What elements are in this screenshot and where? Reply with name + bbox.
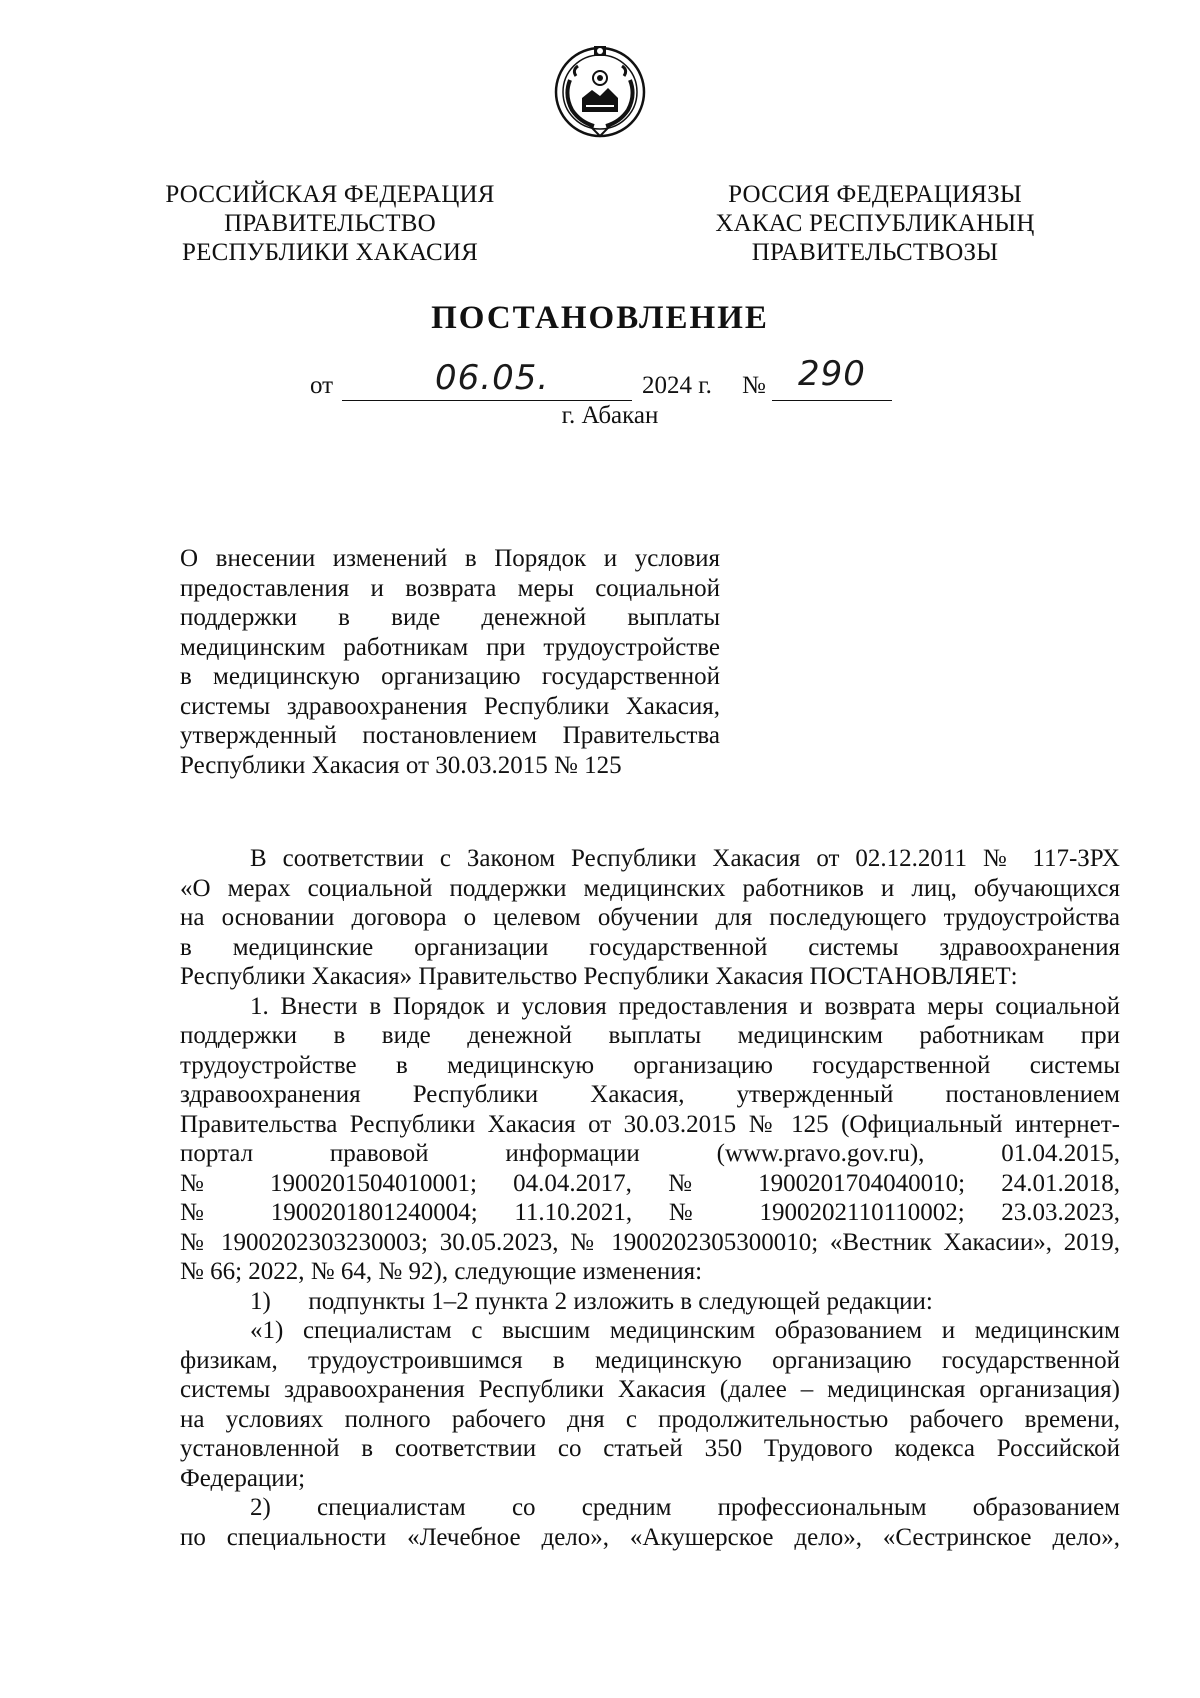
- number-underline: [772, 400, 892, 401]
- subject-line: предоставления и возврата меры социальной: [180, 574, 720, 602]
- header-russian: [145, 180, 515, 267]
- body-line: в медицинские организации государственной системы здравоохранения: [180, 933, 1120, 961]
- header-right-line: ХАКАС РЕСПУБЛИКАНЫҢ: [715, 210, 1035, 237]
- subject-line: О внесении изменений в Порядок и условия: [180, 545, 720, 572]
- subject-line: в медицинскую организацию государственной: [180, 663, 720, 690]
- handwritten-number: 290: [798, 354, 866, 394]
- body-line: «О мерах социальной поддержки медицинских работников и лиц, обучающихся: [180, 874, 1120, 902]
- body-line: поддержки в виде денежной выплаты медицинским работникам при: [180, 1022, 1120, 1049]
- header-khakas: [690, 180, 1060, 267]
- body-line: здравоохранения Республики Хакасия, утвержденный постановлением: [180, 1081, 1120, 1108]
- subject-line: утвержденный постановлением Правительства: [180, 722, 720, 749]
- body-line: установленной в соответствии со статьей 350 Трудового кодекса Российской: [180, 1435, 1120, 1462]
- body-line: системы здравоохранения Республики Хакасия (далее – медицинская организация): [180, 1376, 1120, 1403]
- body-line: № 1900201801240004; 11.10.2021, № 1900202110110002; 23.03.2023,: [180, 1199, 1120, 1226]
- subject-line: Республики Хакасия от 30.03.2015 № 125: [180, 751, 622, 779]
- body-line: № 1900202303230003; 30.05.2023, № 1900202305300010; «Вестник Хакасии», 2019,: [180, 1228, 1120, 1256]
- body-line: № 66; 2022, № 64, № 92), следующие изменения:: [180, 1258, 703, 1285]
- header-right-line: РОССИЯ ФЕДЕРАЦИЯЗЫ: [728, 181, 1022, 208]
- document-title: ПОСТАНОВЛЕНИЕ: [431, 300, 769, 336]
- body-line: на условиях полного рабочего дня с продолжительностью рабочего времени,: [180, 1405, 1120, 1433]
- header-left-line: ПРАВИТЕЛЬСТВО: [224, 210, 436, 237]
- body-line: на основании договора о целевом обучении для последующего трудоустройства: [180, 904, 1120, 931]
- body-line: Правительства Республики Хакасия от 30.03.2015 № 125 (Официальный интернет-: [180, 1110, 1120, 1138]
- body-line: физикам, трудоустроившимся в медицинскую организацию государственной: [180, 1346, 1120, 1374]
- body-line: 2) специалистам со средним профессиональным образованием: [250, 1494, 1120, 1521]
- body-line: № 1900201504010001; 04.04.2017, № 1900201704040010; 24.01.2018,: [180, 1169, 1120, 1197]
- subject-line: системы здравоохранения Республики Хакасия,: [180, 692, 720, 720]
- body-line: по специальности «Лечебное дело», «Акушерское дело», «Сестринское дело»,: [180, 1523, 1120, 1551]
- subject-line: медицинским работникам при трудоустройстве: [180, 633, 720, 661]
- document-body: [180, 844, 1120, 1552]
- from-label: от: [310, 372, 334, 399]
- body-line: 1. Внести в Порядок и условия предоставления и возврата меры социальной: [250, 992, 1120, 1020]
- body-line: Республики Хакасия» Правительство Республики Хакасия ПОСТАНОВЛЯЕТ:: [180, 963, 1018, 990]
- body-line: Федерации;: [180, 1464, 306, 1492]
- body-line: портал правовой информации (www.pravo.gov.ru), 01.04.2015,: [180, 1140, 1120, 1167]
- body-line: 1) подпункты 1–2 пункта 2 изложить в следующей редакции:: [250, 1287, 933, 1315]
- header-left-line: РЕСПУБЛИКИ ХАКАСИЯ: [182, 239, 478, 266]
- document-subject: [180, 544, 720, 780]
- number-label: №: [742, 372, 766, 399]
- body-line: В соответствии с Законом Республики Хакасия от 02.12.2011 № 117-ЗРХ: [250, 845, 1120, 872]
- city-name: г. Абакан: [561, 402, 659, 429]
- handwritten-date: 06.05.: [435, 358, 550, 398]
- year-label: 2024 г.: [642, 372, 712, 399]
- date-underline: [342, 400, 632, 401]
- header-left-line: РОССИЙСКАЯ ФЕДЕРАЦИЯ: [165, 181, 495, 208]
- date-number-line: [0, 354, 1200, 404]
- header-right-line: ПРАВИТЕЛЬСТВОЗЫ: [751, 239, 999, 266]
- body-line: трудоустройстве в медицинскую организацию государственной системы: [180, 1051, 1120, 1079]
- body-line: «1) специалистам с высшим медицинским образованием и медицинским: [250, 1317, 1120, 1344]
- subject-line: поддержки в виде денежной выплаты: [180, 604, 720, 631]
- coat-of-arms-emblem: [550, 40, 650, 140]
